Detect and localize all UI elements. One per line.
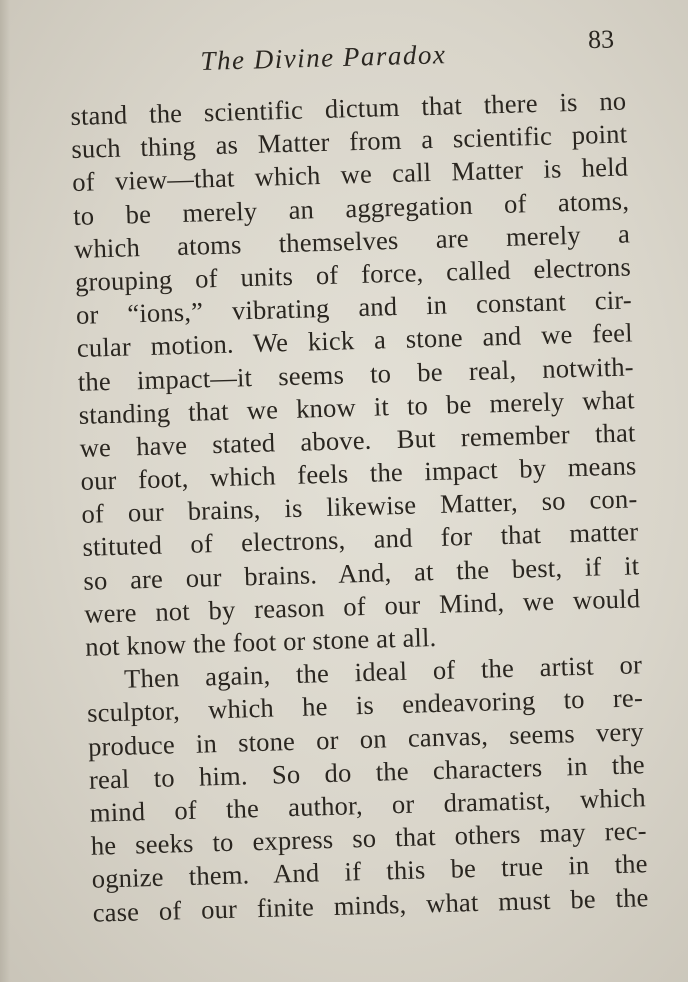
running-head-title: The Divine Paradox	[200, 39, 447, 77]
text-line: produce in stone or on canvas, seems very	[87, 715, 645, 762]
text-line: so are our brains. And, at the best, if it	[83, 549, 640, 596]
text-line: cular motion. We kick a stone and we feel	[76, 317, 634, 364]
text-line: stituted of electrons, and for that matter	[82, 516, 639, 563]
body-text	[70, 84, 649, 929]
text-line: mind of the author, or dramatist, which	[89, 782, 647, 828]
text-line: stand the scientific dictum that there is no	[70, 85, 627, 131]
text-line: or “ions,” vibrating and in constant cir-	[75, 284, 633, 331]
page-edge-shadow	[0, 0, 10, 982]
text-line: standing that we know it to be merely what	[78, 384, 635, 430]
running-head	[0, 24, 688, 77]
text-line: of view—that which we call Matter is held	[71, 151, 629, 198]
text-line: ognize them. And if this be true in the	[91, 848, 648, 895]
text-line: he seeks to express so that others may rec-	[90, 815, 648, 861]
text-line: real to him. So do the characters in the	[88, 748, 646, 795]
text-line: Then again, the ideal of the artist or	[123, 649, 643, 694]
text-line: grouping of units of force, called electrons	[74, 251, 632, 297]
page-number: 83	[587, 24, 615, 55]
text-line: the impact—it seems to be real, notwith-	[77, 350, 635, 397]
text-line: which atoms themselves are merely a	[73, 218, 631, 264]
text-line: not know the foot or stone at all.	[84, 621, 437, 662]
text-line: of our brains, is likewise Matter, so con-	[81, 483, 638, 530]
text-line: sculptor, which he is endeavoring to re-	[86, 682, 644, 729]
text-line: we have stated above. But remember that	[79, 417, 636, 463]
text-line: such thing as Matter from a scientific point	[70, 118, 628, 165]
text-line: to be merely an aggregation of atoms,	[72, 184, 630, 231]
text-line: were not by reason of our Mind, we would	[83, 583, 641, 629]
text-line: case of our finite minds, what must be the	[92, 881, 649, 928]
text-line: our foot, which feels the impact by means	[80, 450, 637, 496]
